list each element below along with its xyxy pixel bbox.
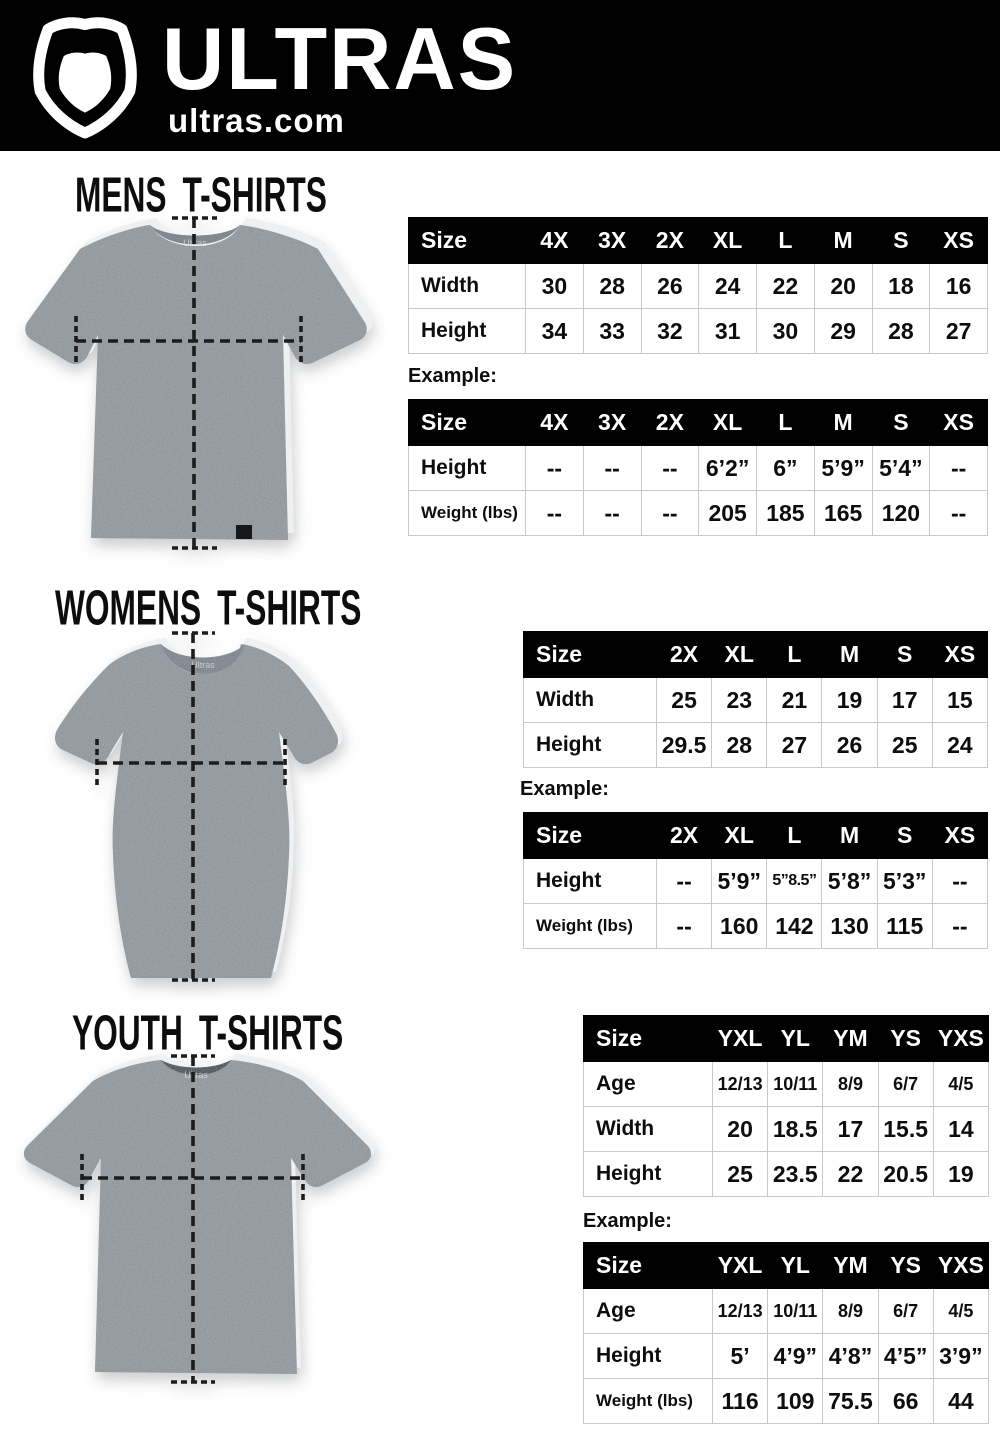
size-column-header: M: [814, 218, 872, 264]
value-cell: --: [641, 446, 699, 491]
size-column-header: YL: [768, 1016, 823, 1062]
value-cell: 22: [757, 264, 815, 309]
size-column-header: L: [767, 632, 822, 678]
value-cell: 116: [713, 1379, 768, 1424]
measurement-row: [524, 904, 988, 949]
value-cell: 6”: [757, 446, 815, 491]
size-column-header: YM: [823, 1243, 878, 1289]
row-label: Weight (lbs): [584, 1379, 713, 1424]
row-label: Width: [524, 678, 657, 723]
value-cell: 5’: [713, 1334, 768, 1379]
value-cell: 5”8.5”: [767, 859, 822, 904]
value-cell: 27: [767, 723, 822, 768]
value-cell: --: [641, 491, 699, 536]
value-cell: 17: [823, 1107, 878, 1152]
mens-size-table: [408, 217, 988, 354]
section-title-womens: WOMENS T-SHIRTS: [55, 581, 362, 636]
size-column-header: XL: [699, 218, 757, 264]
value-cell: 18: [872, 264, 930, 309]
value-cell: 19: [933, 1152, 988, 1197]
value-cell: 5’4”: [872, 446, 930, 491]
size-label-header: Size: [524, 632, 657, 678]
value-cell: --: [526, 446, 584, 491]
shirt-fabric: [55, 644, 338, 978]
row-label: Height: [409, 309, 526, 354]
value-cell: 15.5: [878, 1107, 933, 1152]
value-cell: 12/13: [713, 1289, 768, 1334]
row-label: Width: [409, 264, 526, 309]
size-label-header: Size: [524, 813, 657, 859]
row-label: Height: [584, 1334, 713, 1379]
site-header: [0, 0, 1000, 151]
size-column-header: 4X: [526, 400, 584, 446]
size-label-header: Size: [409, 218, 526, 264]
value-cell: 12/13: [713, 1062, 768, 1107]
shirt-fabric: [25, 225, 367, 540]
size-column-header: S: [877, 632, 932, 678]
size-column-header: 2X: [641, 400, 699, 446]
size-column-header: YM: [823, 1016, 878, 1062]
mens-example-table: [408, 399, 988, 536]
value-cell: 6/7: [878, 1062, 933, 1107]
size-column-header: YL: [768, 1243, 823, 1289]
value-cell: 23.5: [768, 1152, 823, 1197]
measurement-row: [524, 678, 988, 723]
value-cell: 30: [757, 309, 815, 354]
value-cell: 33: [583, 309, 641, 354]
value-cell: 26: [641, 264, 699, 309]
row-label: Height: [524, 723, 657, 768]
value-cell: 29.5: [657, 723, 712, 768]
value-cell: --: [526, 491, 584, 536]
value-cell: --: [583, 446, 641, 491]
value-cell: 20: [814, 264, 872, 309]
value-cell: 109: [768, 1379, 823, 1424]
value-cell: 6’2”: [699, 446, 757, 491]
neck-label: Ultras: [184, 1070, 208, 1080]
value-cell: 28: [872, 309, 930, 354]
value-cell: 19: [822, 678, 877, 723]
value-cell: 165: [814, 491, 872, 536]
value-cell: 23: [712, 678, 767, 723]
row-label: Height: [409, 446, 526, 491]
womens-example-table: [523, 812, 988, 949]
value-cell: 32: [641, 309, 699, 354]
value-cell: 8/9: [823, 1289, 878, 1334]
row-label: Width: [584, 1107, 713, 1152]
example-label: Example:: [520, 778, 609, 800]
section-title-mens: MENS T-SHIRTS: [75, 168, 327, 223]
size-column-header: XL: [712, 632, 767, 678]
pentagon-shield-icon: [30, 13, 140, 143]
value-cell: 160: [712, 904, 767, 949]
value-cell: 142: [767, 904, 822, 949]
value-cell: --: [932, 859, 987, 904]
measurement-row: [584, 1062, 989, 1107]
measurement-row: [524, 859, 988, 904]
value-cell: 28: [583, 264, 641, 309]
value-cell: 44: [933, 1379, 988, 1424]
measurement-row: [409, 491, 988, 536]
size-column-header: 3X: [583, 400, 641, 446]
measurement-row: [409, 309, 988, 354]
womens-tshirt-graphic: [45, 630, 400, 990]
value-cell: --: [930, 446, 988, 491]
value-cell: --: [657, 859, 712, 904]
value-cell: 25: [657, 678, 712, 723]
value-cell: 205: [699, 491, 757, 536]
section-title-youth: YOUTH T-SHIRTS: [72, 1006, 344, 1061]
value-cell: 4’8”: [823, 1334, 878, 1379]
example-label: Example:: [583, 1210, 672, 1232]
value-cell: 3’9”: [933, 1334, 988, 1379]
size-column-header: S: [872, 400, 930, 446]
value-cell: 115: [877, 904, 932, 949]
value-cell: 28: [712, 723, 767, 768]
size-column-header: XS: [932, 813, 987, 859]
value-cell: 24: [699, 264, 757, 309]
measurement-row: [409, 264, 988, 309]
example-label: Example:: [408, 365, 497, 387]
value-cell: 34: [526, 309, 584, 354]
value-cell: 130: [822, 904, 877, 949]
value-cell: 10/11: [768, 1289, 823, 1334]
row-label: Age: [584, 1062, 713, 1107]
size-label-header: Size: [584, 1243, 713, 1289]
size-column-header: XL: [699, 400, 757, 446]
value-cell: --: [657, 904, 712, 949]
value-cell: --: [932, 904, 987, 949]
hem-tag: [236, 525, 252, 539]
youth-tshirt-graphic: [15, 1052, 380, 1402]
brand-url: ultras.com: [168, 102, 345, 139]
table-header-row: [584, 1016, 989, 1062]
table-header-row: [524, 632, 988, 678]
size-column-header: YXL: [713, 1243, 768, 1289]
value-cell: 4’9”: [768, 1334, 823, 1379]
size-column-header: 2X: [641, 218, 699, 264]
row-label: Weight (lbs): [409, 491, 526, 536]
value-cell: 20: [713, 1107, 768, 1152]
value-cell: --: [930, 491, 988, 536]
measurement-row: [584, 1107, 989, 1152]
measurement-row: [584, 1379, 989, 1424]
size-column-header: L: [757, 400, 815, 446]
value-cell: 4’5”: [878, 1334, 933, 1379]
youth-tshirt-image: [15, 1052, 380, 1402]
youth-example-table: [583, 1242, 989, 1424]
value-cell: 185: [757, 491, 815, 536]
value-cell: 66: [878, 1379, 933, 1424]
row-label: Weight (lbs): [524, 904, 657, 949]
neck-label: Ultras: [183, 238, 207, 248]
size-column-header: XL: [712, 813, 767, 859]
size-column-header: YXS: [933, 1243, 988, 1289]
table-header-row: [584, 1243, 989, 1289]
size-column-header: L: [767, 813, 822, 859]
value-cell: 5’3”: [877, 859, 932, 904]
value-cell: 25: [713, 1152, 768, 1197]
size-column-header: S: [872, 218, 930, 264]
size-label-header: Size: [584, 1016, 713, 1062]
size-column-header: M: [822, 632, 877, 678]
size-label-header: Size: [409, 400, 526, 446]
youth-size-table: [583, 1015, 989, 1197]
value-cell: 4/5: [933, 1289, 988, 1334]
shirt-body: [24, 1060, 371, 1374]
value-cell: 15: [932, 678, 987, 723]
row-label: Height: [524, 859, 657, 904]
value-cell: 21: [767, 678, 822, 723]
size-column-header: YS: [878, 1016, 933, 1062]
value-cell: 14: [933, 1107, 988, 1152]
value-cell: 22: [823, 1152, 878, 1197]
value-cell: 20.5: [878, 1152, 933, 1197]
value-cell: 75.5: [823, 1379, 878, 1424]
size-column-header: S: [877, 813, 932, 859]
shirt-body: [25, 225, 367, 540]
size-column-header: XS: [932, 632, 987, 678]
value-cell: --: [583, 491, 641, 536]
row-label: Height: [584, 1152, 713, 1197]
value-cell: 17: [877, 678, 932, 723]
value-cell: 10/11: [768, 1062, 823, 1107]
size-column-header: YS: [878, 1243, 933, 1289]
value-cell: 4/5: [933, 1062, 988, 1107]
size-column-header: YXS: [933, 1016, 988, 1062]
mens-tshirt-image: [18, 215, 423, 560]
table-header-row: [409, 218, 988, 264]
size-column-header: 3X: [583, 218, 641, 264]
row-label: Age: [584, 1289, 713, 1334]
size-column-header: M: [822, 813, 877, 859]
mens-tshirt-graphic: [18, 215, 423, 560]
logo-inner-pentagon: [59, 53, 111, 113]
measurement-row: [584, 1334, 989, 1379]
value-cell: 5’8”: [822, 859, 877, 904]
measurement-row: [409, 446, 988, 491]
value-cell: 120: [872, 491, 930, 536]
value-cell: 24: [932, 723, 987, 768]
value-cell: 5’9”: [712, 859, 767, 904]
shirt-body: [55, 644, 338, 978]
neck-label: Ultras: [191, 660, 215, 670]
value-cell: 27: [930, 309, 988, 354]
measurement-row: [524, 723, 988, 768]
size-column-header: 2X: [657, 813, 712, 859]
value-cell: 8/9: [823, 1062, 878, 1107]
value-cell: 16: [930, 264, 988, 309]
value-cell: 18.5: [768, 1107, 823, 1152]
womens-size-table: [523, 631, 988, 768]
size-column-header: 4X: [526, 218, 584, 264]
size-column-header: M: [814, 400, 872, 446]
womens-tshirt-image: [45, 630, 400, 990]
value-cell: 30: [526, 264, 584, 309]
value-cell: 31: [699, 309, 757, 354]
brand-name: ULTRAS: [162, 9, 518, 108]
value-cell: 5’9”: [814, 446, 872, 491]
value-cell: 29: [814, 309, 872, 354]
table-header-row: [409, 400, 988, 446]
size-column-header: L: [757, 218, 815, 264]
size-column-header: XS: [930, 400, 988, 446]
measurement-row: [584, 1289, 989, 1334]
value-cell: 6/7: [878, 1289, 933, 1334]
table-header-row: [524, 813, 988, 859]
size-column-header: XS: [930, 218, 988, 264]
size-column-header: 2X: [657, 632, 712, 678]
shirt-fabric: [24, 1060, 371, 1374]
value-cell: 26: [822, 723, 877, 768]
value-cell: 25: [877, 723, 932, 768]
measurement-row: [584, 1152, 989, 1197]
size-column-header: YXL: [713, 1016, 768, 1062]
